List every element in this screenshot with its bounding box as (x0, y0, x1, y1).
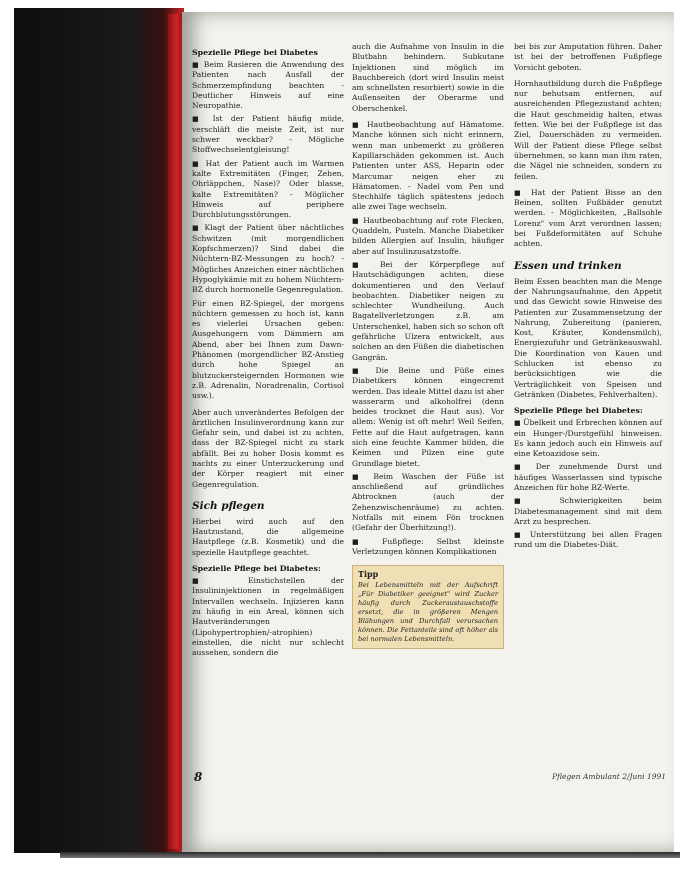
column1-heading-spezielle-pflege-2: Spezielle Pflege bei Diabetes: (192, 564, 321, 574)
column-2 (352, 42, 504, 649)
column3-bullet-4: ■ Unterstützung bei allen Fragen rund um die Diabetes-Diät. (514, 530, 662, 551)
column1-bullet-4: ■ Klagt der Patient über nächtliches Schwitzen (mit morgendlichen Kopfschmerzen)? Sind dabei die Nüchtern-BZ-Messungen zu hoch? - Mögliches Anzeichen einer nächtlichen Hypoglykämie mit zu hohem Nüchtern-BZ durch hormonelle Gegenregulation. (192, 223, 344, 295)
column3-bullet-2: ■ Der zunehmende Durst und häufiges Wasserlassen sind typische Anzeichen für hohe BZ-Werte. (514, 462, 662, 493)
column2-bullet-1: ■ Hautbeobachtung auf Hämatome. Manche können sich nicht erinnern, wenn man unbemerkt zu größeren Kapillarschäden gekommen ist. Auch Patienten unter ASS, Heparin oder Marcumar neigen eher zu Hämatomen. - Nadel vom Pen und Stechhilfe täglich spätestens jedoch alle zwei Tage wechseln. (352, 120, 504, 213)
column3-bullet-pre: ■ Hat der Patient Bisse an den Beinen, sollten Fußbäder genutzt werden. - Möglichkeiten, „Ballsohle Lorenz" vom Arzt verordnen lassen; bei Fußdeformitäten auf Schuhe achten. (514, 188, 662, 250)
column3-heading-spezielle-pflege: Spezielle Pflege bei Diabetes: (514, 406, 643, 416)
tip-title: Tipp (358, 569, 379, 580)
column1-heading-spezielle-pflege: Spezielle Pflege bei Diabetes (192, 48, 318, 57)
section-heading-essen-trinken: Essen und trinken (514, 259, 622, 272)
column1-paragraph-bz: Für einen BZ-Spiegel, der morgens nüchtern gemessen zu hoch ist, kann es vielerlei Ursachen geben: Ausgehungern vom Dämmern am Abend, aber bei Ihnen zum Dawn-Phänomen (morgendlicher BZ-Anstieg durch hohe Spiegel an blutzuckersteigernden Hormonen wie z.B. Adrenalin, Noradrenalin, Cortisol usw.). (192, 298, 344, 401)
document-page (182, 12, 674, 852)
column1-paragraph-pflegen: Hierbei wird auch auf den Hautzustand, die allgemeine Hautpflege (z.B. Kosmetik) und die spezielle Hautpflege geachtet. (192, 516, 344, 557)
column2-bullet-6: ■ Fußpflege: Selbst kleinste Verletzungen können Komplikationen (352, 537, 504, 558)
column2-bullet-5: ■ Beim Waschen der Füße ist anschließend auf gründliches Abtrocknen (auch der Zehenzwischenräume) zu achten. Notfalls mit einem Fön trocknen (Gefahr der Überhitzung!). (352, 472, 504, 534)
journal-footer: Pflegen Ambulant 2/Juni 1991 (552, 772, 667, 781)
section-heading-sich-pflegen: Sich pflegen (192, 499, 265, 512)
column2-bullet-3: ■ Bei der Körperpflege auf Hautschädigungen achten, diese dokumentieren und den Verlauf beobachten. Diabetiker neigen zu schlechter Wundheilung. Auch Bagatellverletzungen z.B. am Unterschenkel, haben sich so schon oft gefährliche Ulzera entwickelt, aus solchen an den Füßen die diabetischen Gangrän. (352, 260, 504, 363)
column3-paragraph-intro: bei bis zur Amputation führen. Daher ist bei der betroffenen Fußpflege Vorsicht geboten. (514, 42, 662, 72)
column3-paragraph-essen: Beim Essen beachten man die Menge der Nahrungsaufnahme, den Appetit und das Gewicht sowie Hinweise des Patienten zur Zusammensetzung der Nahrung, Zubereitung (panieren, Kost, Kräuter, Kondensmilch), Energiezufuhr und Getränkeauswahl. Die Koordination von Kauen und Schlucken ist ebenso zu berücksichtigen wie die Verträglichkeit von Speisen und Getränken (Diabetes, Fehlverhalten). (514, 276, 662, 399)
column-3 (514, 42, 662, 554)
column1-bullet-3: ■ Hat der Patient auch im Warmen kalte Extremitäten (Finger, Zehen, Ohrläppchen, Nase)? Oder blasse, kalte Extremitäten? - Möglicher Hinweis auf periphere Durchblutungsstörungen. (192, 159, 344, 221)
column3-bullet-1: ■ Übelkeit und Erbrechen können auf ein Hunger-/Durstgefühl hinweisen. Es kann jedoch auch ein Hinweis auf eine Ketoazidose sein. (514, 418, 662, 459)
column-1 (192, 42, 344, 661)
column2-bullet-2: ■ Hautbeobachtung auf rote Flecken, Quaddeln, Pusteln. Manche Diabetiker bilden Allergien auf Insulin, häufiger aber auf Insulinzusatzstoffe. (352, 216, 504, 257)
scan-left-shadow (14, 8, 184, 853)
column1-bullet-2: ■ Ist der Patient häufig müde, verschläft die meiste Zeit, ist nur schwer weckbar? - Mögliche Stoffwechselentgleisung! (192, 114, 344, 155)
column3-paragraph-2: Hornhautbildung durch die Fußpflege nur behutsam entfernen, auf ausreichenden Pflegezustand achten; die Haut geschmeidig halten, etwas fetten. Wie bei der Fußpflege ist das Ziel, Dauerschäden zu vermeiden. Will der Patient diese Pflege selbst übernehmen, so kann man ihm raten, die Nägel nie schneiden, sondern zu feilen. (514, 78, 662, 181)
column2-bullet-4: ■ Die Beine und Füße eines Diabetikers können eingecremt werden. Das ideale Mittel dazu ist aber wasserarm und alkoholfrei (denn beides trocknet die Haut aus). Vor allem: Wenig ist oft mehr! Weil Seifen, Fette auf die Haut aufgetragen, kann sich eine feuchte Kammer bilden, die Keimen und Pilzen eine gute Grundlage bietet. (352, 366, 504, 469)
page-bottom-edge (60, 852, 680, 858)
column1-paragraph-spezial: ■ Einstichstellen der Insulininjektionen in regelmäßigen Intervallen wechseln. Injizieren kann zu häufig in ein Areal, können sich Hautveränderungen (Lipohypertrophien/-atrophien) einstellen, die nicht nur schlecht aussehen, sondern die (192, 576, 344, 658)
book-binding-edge (168, 14, 182, 849)
page-number: 8 (194, 770, 203, 784)
column2-paragraph-intro: auch die Aufnahme von Insulin in die Blutbahn behindern. Subkutane Injektionen sind möglich im Bauchbereich (dort wird Insulin meist am schnellsten resorbiert) sowie in die Außenseiten der Oberarme und Oberschenkel. (352, 42, 504, 113)
tip-box (352, 565, 504, 649)
tip-text: Bei Lebensmitteln mit der Aufschrift „Für Diabetiker geeignet" wird Zucker häufig durch Zuckeraustauschstoffe ersetzt, die in größeren Mengen Blähungen und Durchfall verursachen können. Die Fettanteile sind oft höher als bei normalen Lebensmitteln. (358, 581, 498, 644)
column1-paragraph-alkohol: Aber auch unverändertes Befolgen der ärztlichen Insulinverordnung kann zur Gefahr sein, und dabei ist zu achten, dass der BZ-Spiegel nicht zu stark abfällt. Bei zu hoher Dosis kommt es nachts zu einer Unterzuckerung und der Körper reagiert mit einer Gegenregulation. (192, 407, 344, 489)
column3-bullet-3: ■ Schwierigkeiten beim Diabetesmanagement sind mit dem Arzt zu besprechen. (514, 496, 662, 527)
column1-bullet-1: ■ Beim Rasieren die Anwendung des Patienten nach Ausfall der Schmerzempfindung beachten - Deutlicher Hinweis auf eine Neuropathie. (192, 60, 344, 111)
